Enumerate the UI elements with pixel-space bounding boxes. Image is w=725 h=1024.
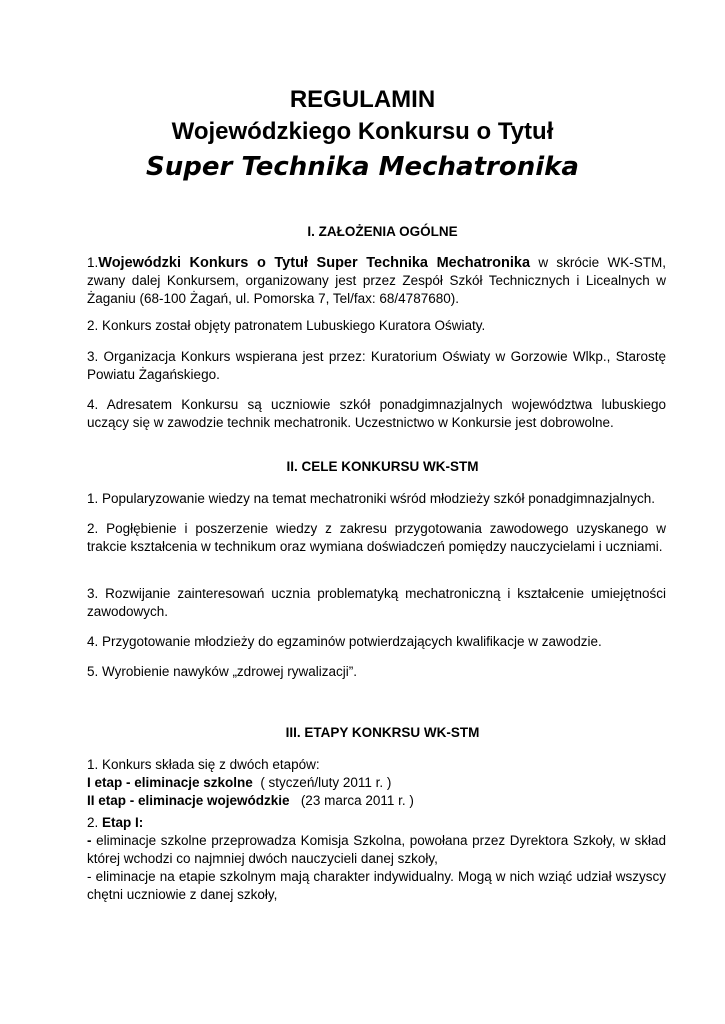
section-1-paragraph-2: 2. Konkurs został objęty patronatem Lubuskiego Kuratora Oświaty. bbox=[87, 318, 486, 333]
section-1-paragraph-4: 4. Adresatem Konkursu są uczniowie szkół ponadgimnazjalnych województwa lubuskiego uczący się w zawodzie technik mechatronik. Uczestnictwo w Konkursie jest dobrowolne. bbox=[87, 397, 666, 430]
bullet-dash: - bbox=[87, 833, 92, 848]
stage-1-rule-1 bbox=[87, 832, 666, 868]
section-1-paragraph-1 bbox=[87, 254, 666, 308]
stage-1-date: ( styczeń/luty 2011 r. ) bbox=[252, 775, 392, 790]
section-2-paragraph-2: 2. Pogłębienie i poszerzenie wiedzy z zakresu przygotowania zawodowego uzyskanego w trakcie kształcenia w technikum oraz wymiana doświadczeń pomiędzy nauczycielami i uczniami. bbox=[87, 521, 666, 554]
section-2-paragraph-5: 5. Wyrobienie nawyków „zdrowej rywalizacji”. bbox=[87, 664, 357, 679]
paragraph-text: w skrócie WK-STM, zwany dalej Konkursem, organizowany jest przez Zespół Szkół Technicznych i Licealnych w Żaganiu (68-100 Żagań, ul. Pomorska 7, Tel/fax: 68/4787680). bbox=[87, 255, 666, 306]
stage-1-label: I etap - eliminacje szkolne bbox=[87, 775, 253, 790]
section-2-paragraph-4: 4. Przygotowanie młodzieży do egzaminów potwierdzających kwalifikacje w zawodzie. bbox=[87, 634, 602, 649]
document-subtitle: Wojewódzkiego Konkursu o Tytuł bbox=[171, 118, 554, 145]
rule-text: eliminacje szkolne przeprowadza Komisja Szkolna, powołana przez Dyrektora Szkoły, w skład której wchodzi co najmniej dwóch nauczycieli danej szkoły, bbox=[87, 833, 666, 866]
competition-full-name: Wojewódzki Konkurs o Tytuł Super Technika Mechatronika bbox=[98, 255, 531, 271]
stage-1-rule-2: - eliminacje na etapie szkolnym mają charakter indywidualny. Mogą w nich wziąć udział wszyscy chętni uczniowie z danej szkoły, bbox=[87, 869, 666, 902]
stage-2-line bbox=[87, 792, 666, 810]
section-1-paragraph-3: 3. Organizacja Konkurs wspierana jest przez: Kuratorium Oświaty w Gorzowie Wlkp., Starostę Powiatu Żagańskiego. bbox=[87, 349, 666, 382]
section-3-paragraph-1 bbox=[87, 756, 666, 810]
stage-1-heading: Etap I: bbox=[102, 815, 144, 830]
section-2-paragraph-1: 1. Popularyzowanie wiedzy na temat mechatroniki wśród młodzieży szkół ponadgimnazjalnych. bbox=[87, 491, 656, 506]
paragraph-number: 1. bbox=[87, 255, 99, 270]
section-2-heading: II. CELE KONKURSU WK-STM bbox=[286, 459, 479, 474]
section-3-heading: III. ETAPY KONKRSU WK-STM bbox=[285, 725, 480, 740]
paragraph-number: 2. bbox=[87, 815, 103, 830]
stage-1-line bbox=[87, 774, 666, 792]
stage-1-heading-line bbox=[87, 814, 666, 832]
stage-2-label: II etap - eliminacje wojewódzkie bbox=[87, 793, 290, 808]
stages-intro: 1. Konkurs składa się z dwóch etapów: bbox=[87, 757, 320, 772]
section-1-heading: I. ZAŁOŻENIA OGÓLNE bbox=[307, 224, 458, 239]
competition-name: Super Technika Mechatronika bbox=[146, 152, 579, 182]
section-2-paragraph-3: 3. Rozwijanie zainteresowań ucznia problematyką mechatroniczną i kształcenie umiejętności zawodowych. bbox=[87, 586, 666, 619]
section-3-paragraph-2 bbox=[87, 814, 666, 904]
stage-2-date: (23 marca 2011 r. ) bbox=[289, 793, 414, 808]
document-title: REGULAMIN bbox=[289, 86, 436, 113]
